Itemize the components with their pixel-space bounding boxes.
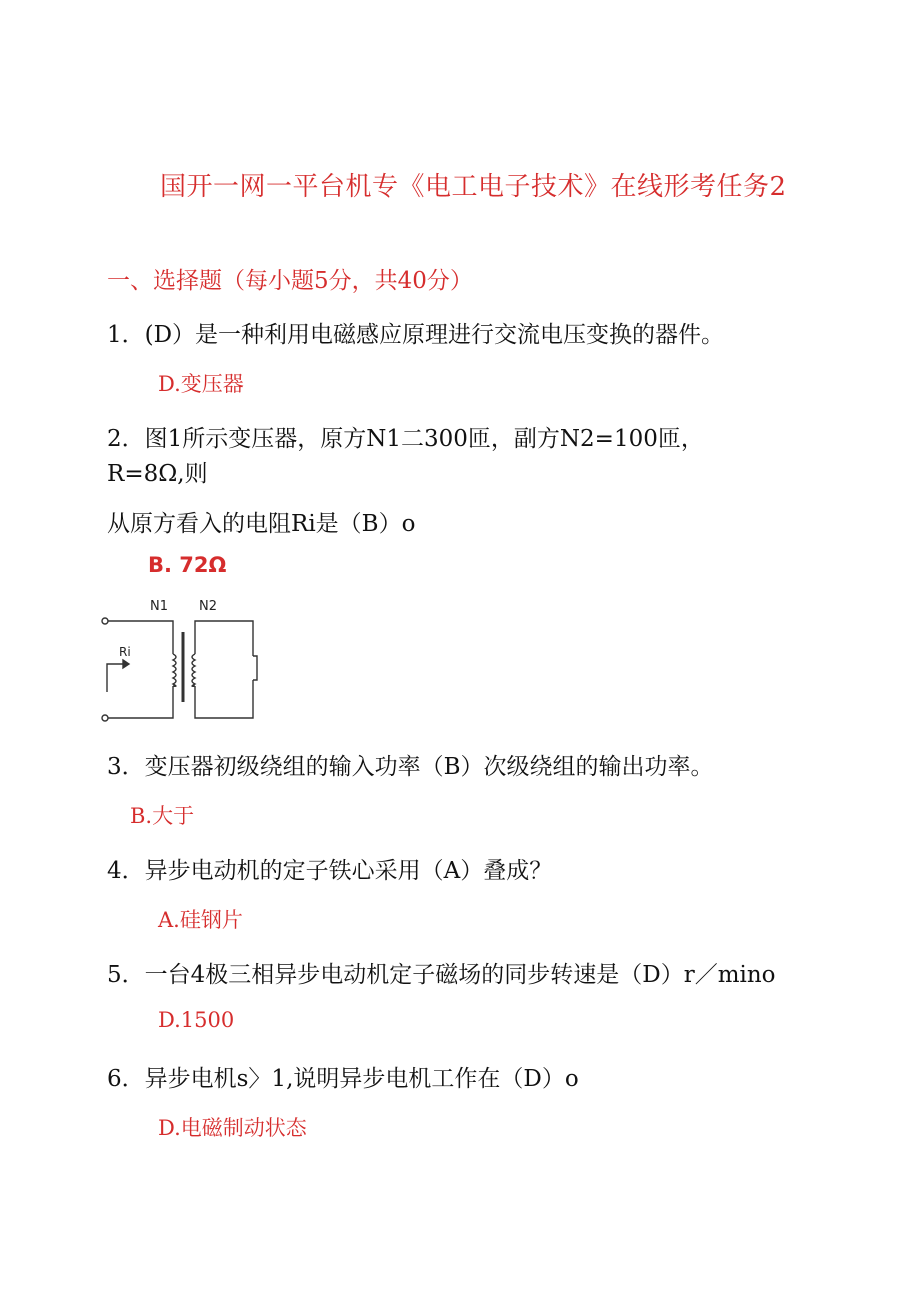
answer-1: D.变压器 [158, 372, 244, 396]
answer-4: A.硅钢片 [158, 908, 243, 932]
question-4: 4．异步电动机的定子铁心采用（A）叠成？ [107, 858, 553, 884]
answer-6: D.电磁制动状态 [158, 1116, 307, 1140]
question-2-line-2: R=8Ω,则 [107, 461, 208, 487]
transformer-diagram [95, 592, 270, 727]
question-5: 5．一台4极三相异步电动机定子磁场的同步转速是（D）r／mino [107, 962, 776, 988]
question-1: 1．(D）是一种利用电磁感应原理进行交流电压变换的器件。 [107, 322, 725, 348]
primary-bottom-wire [108, 686, 173, 718]
secondary-top-wire [195, 621, 253, 656]
secondary-bottom-wire [195, 680, 253, 718]
load-resistor [253, 656, 257, 680]
label-n1: N1 [150, 599, 168, 614]
secondary-coil [192, 654, 195, 686]
ri-arrow [107, 664, 123, 692]
label-ri: Ri [119, 645, 131, 659]
answer-2: B. 72Ω [148, 553, 227, 577]
question-2-line-1: 2．图1所示变压器，原方N1二300匝，副方N2=100匝， [107, 426, 704, 452]
page-title: 国开一网一平台机专《电工电子技术》在线形考任务2 [160, 172, 787, 202]
primary-top-wire [108, 621, 173, 654]
primary-coil [173, 654, 176, 686]
question-6: 6．异步电机s〉1,说明异步电机工作在（D）o [107, 1066, 579, 1092]
terminal-top-left [102, 618, 108, 624]
question-3: 3．变压器初级绕组的输入功率（B）次级绕组的输出功率。 [107, 754, 714, 780]
answer-5: D.1500 [158, 1008, 235, 1032]
answer-3: B.大于 [130, 804, 195, 828]
label-n2: N2 [199, 599, 217, 614]
terminal-bottom-left [102, 715, 108, 721]
ri-arrowhead [123, 660, 129, 668]
question-2-line-3: 从原方看入的电阻Ri是（B）o [107, 511, 416, 537]
section-heading: 一、选择题（每小题5分，共40分） [107, 268, 473, 294]
